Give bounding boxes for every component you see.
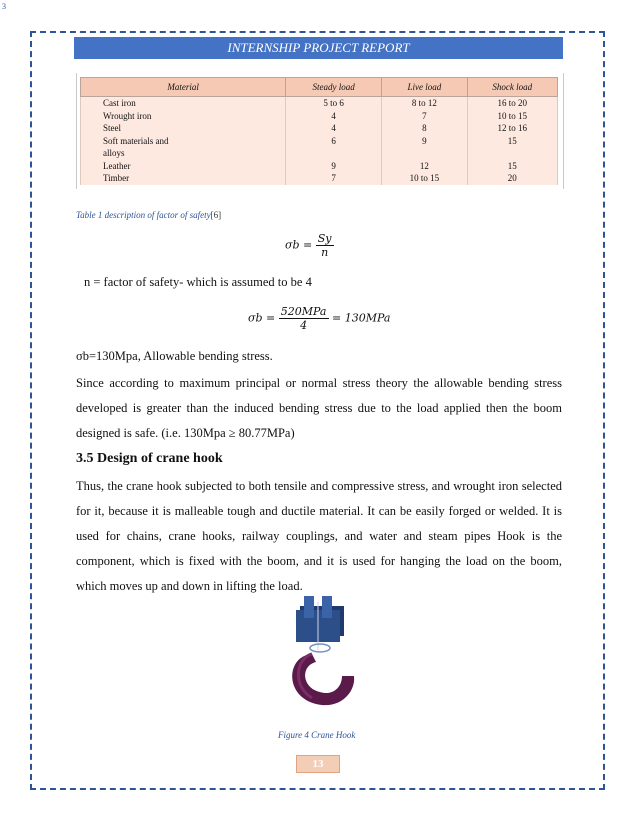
table-cell: 9 [382, 135, 467, 148]
table-cell: 4 [286, 110, 382, 123]
figure-caption: Figure 4 Crane Hook [278, 730, 356, 740]
fraction [316, 232, 334, 259]
table-cell: 10 to 15 [382, 172, 467, 185]
table-cell: 16 to 20 [467, 97, 557, 110]
table-cell: 8 to 12 [382, 97, 467, 110]
allowable-stress-line: σb=130Mpa, Allowable bending stress. [76, 349, 273, 363]
table-cell: 5 to 6 [286, 97, 382, 110]
table-cell: 10 to 15 [467, 110, 557, 123]
corner-mark: 3 [2, 2, 6, 11]
equation-bending-stress [285, 232, 334, 259]
factor-of-safety-table-container [76, 73, 564, 189]
table-cell [467, 147, 557, 160]
table-cell: 15 [467, 135, 557, 148]
equation-lhs: σb = [285, 238, 313, 252]
table-cell: Leather [81, 160, 286, 173]
table-row [81, 160, 558, 173]
fraction [279, 305, 329, 332]
table-cell: 15 [467, 160, 557, 173]
col-header: Shock load [467, 78, 557, 97]
hook-plate-right [322, 596, 332, 618]
table-cell: 20 [467, 172, 557, 185]
table-row [81, 172, 558, 185]
table-cell: Soft materials and [81, 135, 286, 148]
hook-plate-left [304, 596, 314, 618]
table-cell: 4 [286, 122, 382, 135]
table-cell: alloys [81, 147, 286, 160]
col-header: Material [81, 78, 286, 97]
table-header-row [81, 78, 558, 97]
table-cell: 12 [382, 160, 467, 173]
table-row [81, 110, 558, 123]
equation-lhs: σb = [248, 311, 276, 325]
fraction-denominator: n [321, 246, 329, 259]
factor-of-safety-table [80, 77, 558, 185]
table-row [81, 97, 558, 110]
fraction-numerator: Sy [317, 232, 332, 245]
theory-paragraph: Since according to maximum principal or normal stress theory the allowable bending stress developed is greater than the induced bending stress due to the load applied then the boom designed is safe. (i.e. 130Mpa ≥ 80.77MPa) [76, 376, 562, 440]
fraction-denominator: 4 [300, 319, 308, 332]
table-cell: 12 to 16 [467, 122, 557, 135]
table-cell: 7 [286, 172, 382, 185]
table-cell: Timber [81, 172, 286, 185]
table-cell: Wrought iron [81, 110, 286, 123]
col-header: Steady load [286, 78, 382, 97]
table-caption-text: Table 1 description of factor of safety [76, 210, 211, 220]
factor-of-safety-line: n = factor of safety- which is assumed to be 4 [84, 275, 312, 289]
table-cell: 8 [382, 122, 467, 135]
table-cell: Steel [81, 122, 286, 135]
citation: [6] [210, 210, 222, 220]
table-caption [76, 210, 221, 220]
crane-hook-figure [282, 592, 362, 717]
crane-hook-paragraph: Thus, the crane hook subjected to both tensile and compressive stress, and wrought iron selected for it, because it is malleable tough and ductile material. It can be easily forged or welded. It is used for chains, crane hooks, railway couplings, and water and steam pipes Hook is the component, which is fixed with the boom, and it is used for hanging the load on the boom, which moves up and down in lifting the load. [76, 479, 562, 593]
hook-swivel [310, 644, 330, 652]
equation-rhs: = 130MPa [332, 311, 391, 325]
page-number: 13 [296, 755, 340, 773]
report-header: INTERNSHIP PROJECT REPORT [74, 37, 563, 59]
table-row [81, 147, 558, 160]
table-cell: 7 [382, 110, 467, 123]
fraction-numerator: 520MPa [280, 305, 327, 318]
table-cell: Cast iron [81, 97, 286, 110]
section-heading: 3.5 Design of crane hook [76, 451, 223, 466]
table-row [81, 122, 558, 135]
table-row [81, 135, 558, 148]
col-header: Live load [382, 78, 467, 97]
table-cell: 6 [286, 135, 382, 148]
table-cell: 9 [286, 160, 382, 173]
table-cell [382, 147, 467, 160]
table-cell [286, 147, 382, 160]
equation-bending-stress-value [248, 305, 390, 332]
